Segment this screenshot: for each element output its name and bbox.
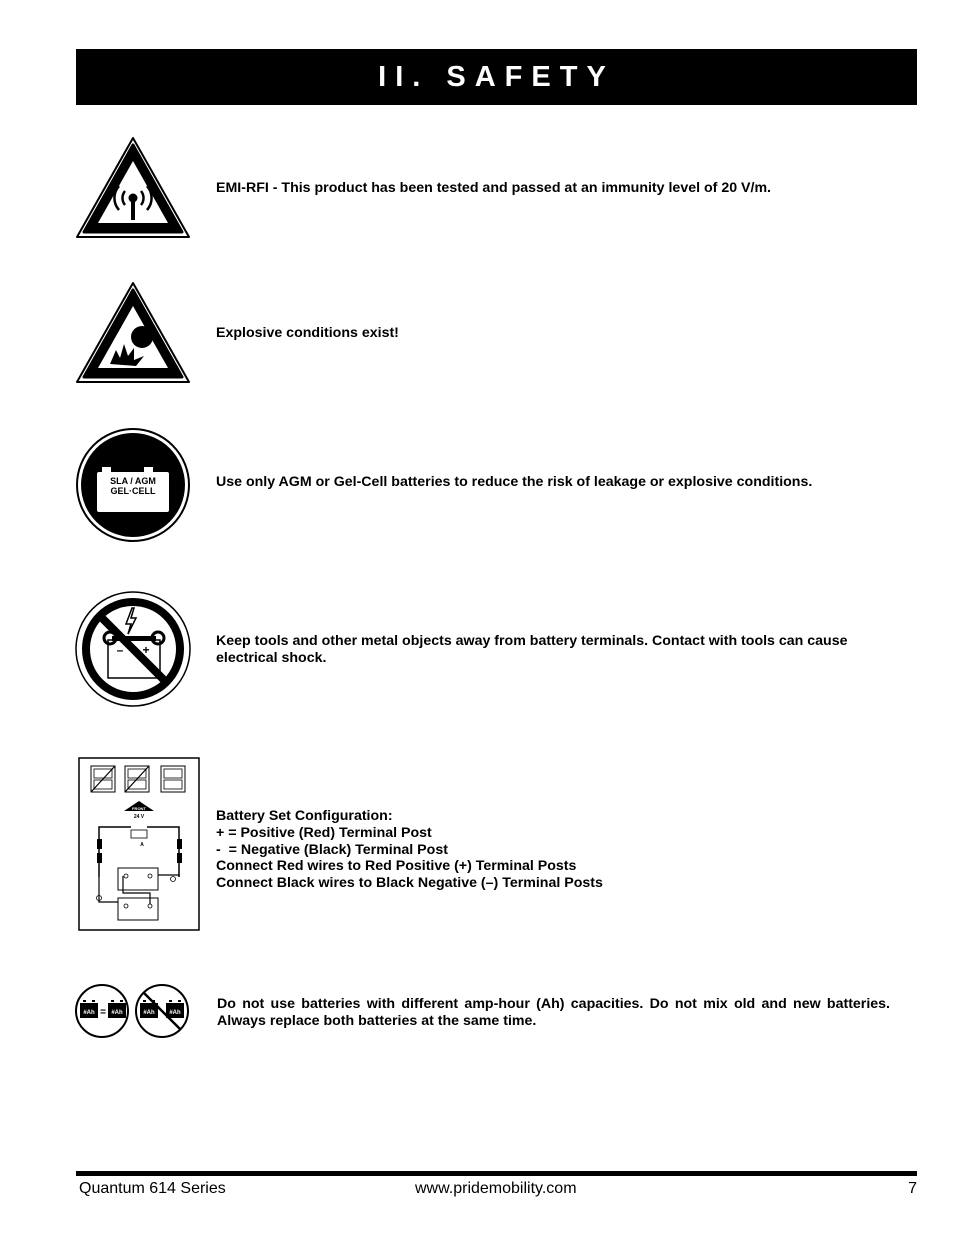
no-tools-on-terminals-icon	[74, 590, 192, 708]
ah-label-1: #Ah	[83, 1010, 95, 1016]
footer-series: Quantum 614 Series	[79, 1180, 226, 1197]
ah-label-3: #Ah	[143, 1010, 155, 1016]
ah-label-4: #Ah	[169, 1010, 181, 1016]
battery-type-text: Use only AGM or Gel-Cell batteries to reduce the risk of leakage or explosive conditions.	[216, 474, 813, 490]
footer-rule	[76, 1171, 917, 1176]
sla-agm-battery-icon	[74, 426, 192, 544]
section-title: II. SAFETY	[378, 60, 615, 93]
battery-gel-label: GEL·CELL	[110, 486, 156, 496]
diagram-front-label: FRONT	[132, 806, 146, 811]
black-wires-line: Connect Black wires to Black Negative (–) Terminal Posts	[216, 875, 603, 892]
diagram-amps-label: A	[140, 842, 144, 848]
footer-url: www.pridemobility.com	[415, 1180, 577, 1197]
battery-config-block	[216, 808, 916, 892]
section-header-bar	[76, 49, 917, 105]
negative-terminal-line: - = Negative (Black) Terminal Post	[216, 841, 448, 858]
explosion-warning-icon	[74, 280, 192, 386]
svg-text:+: +	[142, 643, 150, 657]
svg-text:–: –	[116, 643, 124, 657]
battery-configuration-diagram-icon	[78, 757, 200, 931]
battery-config-heading: Battery Set Configuration:	[216, 808, 393, 824]
emi-rfi-text: EMI-RFI - This product has been tested and passed at an immunity level of 20 V/m.	[216, 180, 772, 196]
matching-batteries-text: Do not use batteries with different amp-hour (Ah) capacities. Do not mix old and new batteries. Always replace both batteries at the same time.	[217, 996, 890, 1029]
explosive-conditions-text: Explosive conditions exist!	[216, 325, 399, 341]
svg-text:+: +	[110, 458, 118, 473]
diagram-voltage-label: 24 V	[133, 814, 145, 820]
ah-label-2: #Ah	[111, 1010, 123, 1016]
emi-rfi-warning-icon	[74, 135, 192, 241]
tools-warning-text: Keep tools and other metal objects away from battery terminals. Contact with tools can cause electrical shock.	[216, 633, 848, 666]
svg-text:=: =	[100, 1007, 106, 1018]
svg-text:–: –	[144, 458, 152, 473]
battery-type-label: SLA / AGM	[110, 476, 156, 486]
matching-ah-batteries-icon	[74, 983, 192, 1039]
positive-terminal-line: + = Positive (Red) Terminal Post	[216, 824, 432, 841]
footer-page-number: 7	[908, 1180, 917, 1197]
red-wires-line: Connect Red wires to Red Positive (+) Terminal Posts	[216, 858, 577, 875]
